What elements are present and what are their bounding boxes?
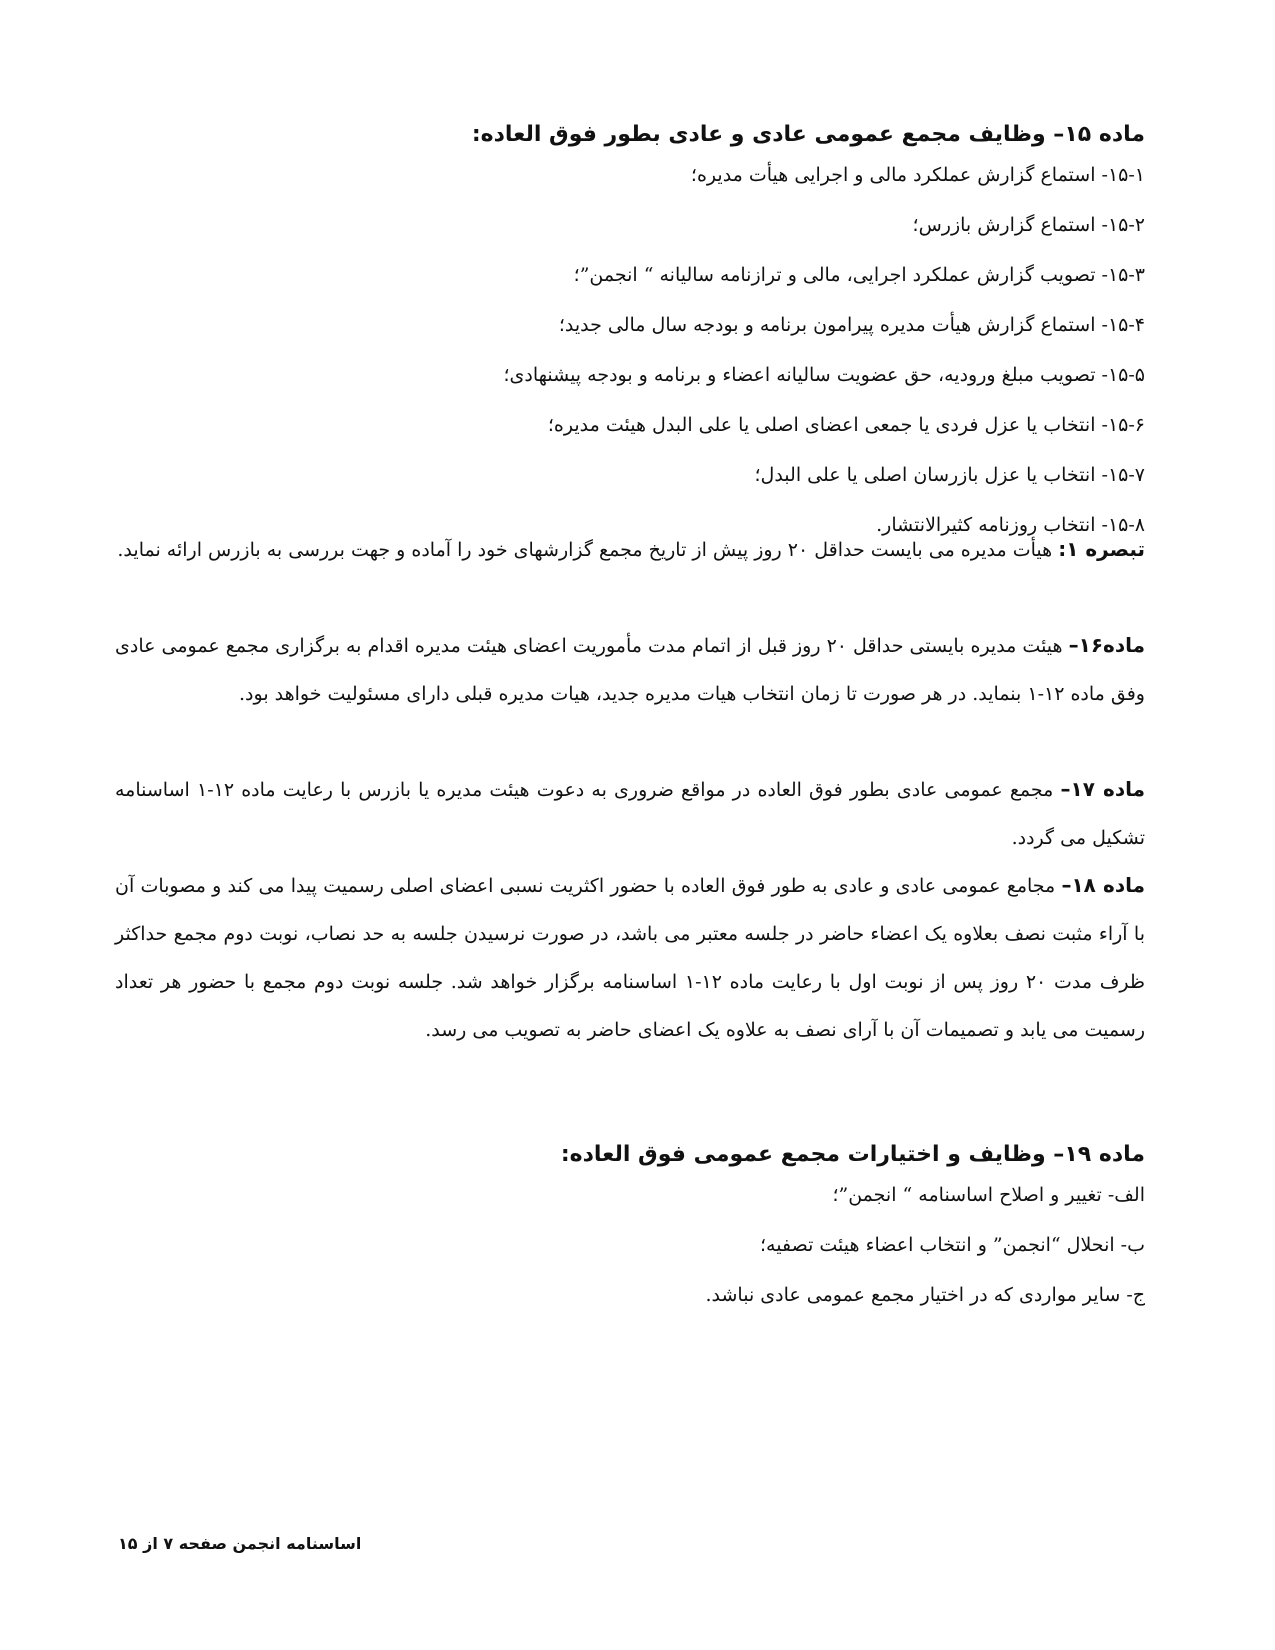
- article-15-list: [125, 150, 1145, 550]
- list-item: ۱۵-۱- استماع گزارش عملکرد مالی و اجرایی هیأت مدیره؛: [690, 164, 1145, 186]
- article-16-paragraph: [115, 621, 1145, 718]
- list-item: ۱۵-۵- تصویب مبلغ ورودیه، حق عضویت سالیانه اعضاء و برنامه و بودجه پیشنهادی؛: [503, 364, 1145, 386]
- note-1-paragraph: [115, 525, 1145, 574]
- list-item: ۱۵-۶- انتخاب یا عزل فردی یا جمعی اعضای اصلی یا علی البدل هیئت مدیره؛: [547, 414, 1145, 436]
- article-17-label: ماده ۱۷–: [1060, 777, 1146, 801]
- list-item: ۱۵-۷- انتخاب یا عزل بازرسان اصلی یا علی البدل؛: [754, 464, 1145, 486]
- article-17-paragraph: [115, 765, 1145, 862]
- article-18-paragraph: [115, 861, 1145, 1054]
- article-16-text: هیئت مدیره بایستی حداقل ۲۰ روز قبل از اتمام مدت مأموریت اعضای هیئت مدیره اقدام به برگزاری مجمع عمومی عادی وفق ماده ۱۲-۱ بنماید. در هر صورت تا زمان انتخاب هیات مدیره جدید، هیات مدیره قبلی دارای مسئولیت خواهد بود.: [115, 635, 1145, 705]
- list-item: ج- سایر مواردی که در اختیار مجمع عمومی عادی نباشد.: [705, 1284, 1145, 1306]
- article-17-text: مجمع عمومی عادی بطور فوق العاده در مواقع ضروری به دعوت هیئت مدیره یا بازرس با رعایت ماده ۱۲-۱ اساسنامه تشکیل می گردد.: [115, 779, 1145, 849]
- article-18-text: مجامع عمومی عادی و عادی به طور فوق العاده با حضور اکثریت نسبی اعضای اصلی رسمیت پیدا می کند و مصوبات آن با آراء مثبت نصف بعلاوه یک اعضاء حاضر در جلسه معتبر می باشد، در صورت نرسیدن جلسه به حد نصاب، نوبت دوم مجمع حداکثر ظرف مدت ۲۰ روز پس از نوبت اول با رعایت ماده ۱۲-۱ اساسنامه برگزار خواهد شد. جلسه نوبت دوم مجمع با حضور هر تعداد رسمیت می یابد و تصمیمات آن با آرای نصف به علاوه یک اعضای حاضر به تصویب می رسد.: [115, 875, 1146, 1041]
- list-item: ۱۵-۴- استماع گزارش هیأت مدیره پیرامون برنامه و بودجه سال مالی جدید؛: [558, 314, 1145, 336]
- list-item: الف- تغییر و اصلاح اساسنامه “ انجمن”؛: [832, 1184, 1145, 1206]
- article-19-list: [125, 1170, 1145, 1320]
- article-15-heading: ماده ۱۵– وظایف مجمع عمومی عادی و عادی بطور فوق العاده:: [471, 122, 1145, 147]
- list-item: ب- انحلال “انجمن” و انتخاب اعضاء هیئت تصفیه؛: [760, 1234, 1145, 1256]
- note-1-text: هیأت مدیره می بایست حداقل ۲۰ روز پیش از تاریخ مجمع گزارشهای خود را آماده و جهت بررسی به بازرس ارائه نماید.: [117, 539, 1059, 561]
- list-item: ۱۵-۲- استماع گزارش بازرس؛: [912, 214, 1145, 236]
- article-19-heading: ماده ۱۹– وظایف و اختیارات مجمع عمومی فوق العاده:: [560, 1142, 1145, 1167]
- list-item: ۱۵-۸- انتخاب روزنامه کثیرالانتشار.: [876, 514, 1145, 536]
- page-footer: اساسنامه انجمن صفحه ۷ از ۱۵: [118, 1534, 362, 1553]
- article-18-label: ماده ۱۸–: [1061, 873, 1145, 897]
- article-16-label: ماده۱۶–: [1068, 633, 1145, 657]
- note-1-label: تبصره ۱:: [1058, 537, 1145, 561]
- list-item: ۱۵-۳- تصویب گزارش عملکرد اجرایی، مالی و ترازنامه سالیانه “ انجمن”؛: [573, 264, 1145, 286]
